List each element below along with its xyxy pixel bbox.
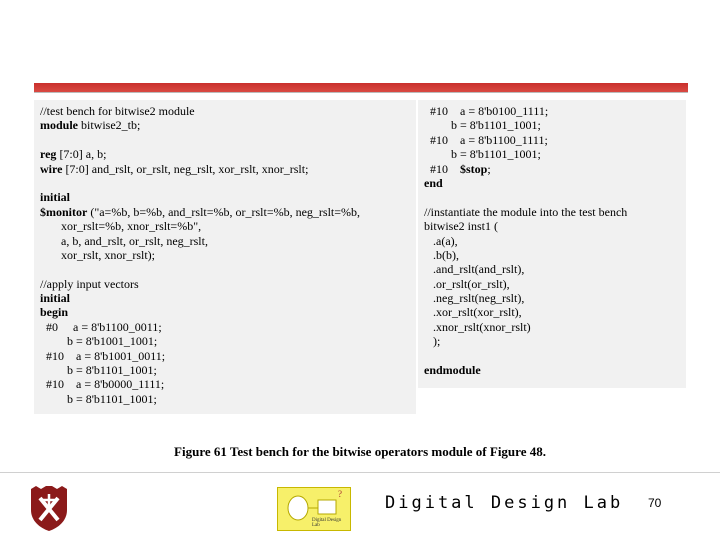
right_code-line: #10 $stop; <box>424 161 491 176</box>
left-code-block <box>40 104 360 406</box>
left_code-line: #10 a = 8'b0000_1111; <box>40 377 165 392</box>
page-number: 70 <box>648 496 662 510</box>
left_code-line: xor_rslt, xnor_rslt); <box>40 247 155 262</box>
left_code-line: a, b, and_rslt, or_rslt, neg_rslt, <box>40 233 208 248</box>
right_code-line <box>424 190 627 204</box>
right_code-line <box>424 349 627 363</box>
right_code-line: #10 a = 8'b1100_1111; <box>424 132 548 147</box>
right_code-line: bitwise2 inst1 ( <box>424 219 498 234</box>
school-crest-icon <box>28 486 70 532</box>
right_code-line: .or_rslt(or_rslt), <box>424 276 510 291</box>
left_code-line: #10 a = 8'b1001_0011; <box>40 348 166 363</box>
right_code-line: .and_rslt(and_rslt), <box>424 262 525 277</box>
logo-caption-text: Digital Design Lab <box>312 518 342 528</box>
left_code-line: b = 8'b1101_1001; <box>40 391 157 406</box>
left_code-line <box>40 176 360 190</box>
right_code-line: .b(b), <box>424 247 459 262</box>
left_code-line: xor_rslt=%b, xnor_rslt=%b", <box>40 219 202 234</box>
slide-top-rule <box>34 92 688 93</box>
left_code-line: b = 8'b1101_1001; <box>40 363 157 378</box>
right-code-block <box>424 104 627 377</box>
right_code-line: end <box>424 175 443 190</box>
figure-caption: Figure 61 Test bench for the bitwise operators module of Figure 48. <box>174 444 546 459</box>
left_code-line <box>40 262 360 276</box>
left_code-line: b = 8'b1001_1001; <box>40 334 158 349</box>
left_code-line: wire [7:0] and_rslt, or_rslt, neg_rslt, xor_rslt, xnor_rslt; <box>40 161 309 176</box>
right_code-line: .neg_rslt(neg_rslt), <box>424 291 525 306</box>
logo-mark-text: ? <box>338 489 342 499</box>
slide-top-bar <box>34 83 688 92</box>
left_code-line: $monitor ("a=%b, b=%b, and_rslt=%b, or_rslt=%b, neg_rslt=%b, <box>40 204 361 219</box>
left_code-line: initial <box>40 190 71 205</box>
left_code-line <box>40 133 360 147</box>
right_code-line: //instantiate the module into the test bench <box>424 204 628 219</box>
footer-rule <box>0 472 720 473</box>
left_code-line: #0 a = 8'b1100_0011; <box>40 319 162 334</box>
right_code-line: ); <box>424 334 441 349</box>
left_code-line: initial <box>40 291 71 306</box>
left_code-line: //apply input vectors <box>40 276 139 291</box>
right_code-line: #10 a = 8'b0100_1111; <box>424 104 549 118</box>
left_code-line: module bitwise2_tb; <box>40 118 141 133</box>
right_code-line: .xor_rslt(xor_rslt), <box>424 305 522 320</box>
footer-title: Digital Design Lab <box>385 493 624 513</box>
right_code-line: .xnor_rslt(xnor_rslt) <box>424 319 531 334</box>
digital-design-lab-logo <box>277 487 351 531</box>
left_code-line: reg [7:0] a, b; <box>40 147 107 162</box>
left_code-line: //test bench for bitwise2 module <box>40 104 195 118</box>
right_code-line: b = 8'b1101_1001; <box>424 147 541 162</box>
right_code-line: b = 8'b1101_1001; <box>424 118 541 133</box>
right_code-line: endmodule <box>424 363 481 378</box>
right_code-line: .a(a), <box>424 233 458 248</box>
left_code-line: begin <box>40 305 69 320</box>
